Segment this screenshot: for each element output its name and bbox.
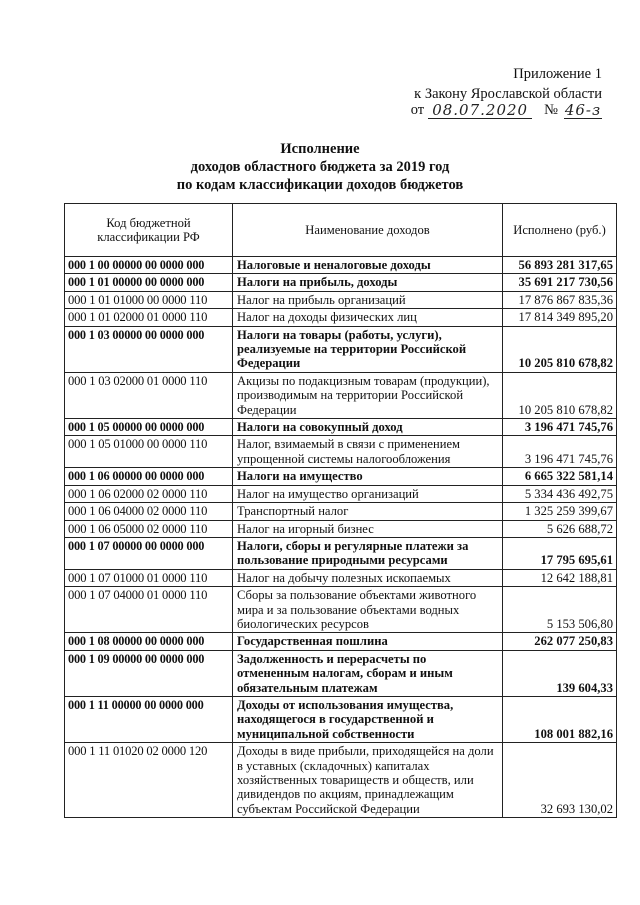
amount-cell: 6 665 322 581,14 bbox=[503, 468, 617, 485]
code-cell: 000 1 01 00000 00 0000 000 bbox=[65, 274, 233, 291]
code-cell: 000 1 00 00000 00 0000 000 bbox=[65, 257, 233, 274]
amount-cell: 56 893 281 317,65 bbox=[503, 257, 617, 274]
table-row bbox=[65, 419, 617, 436]
annex-law-reference: к Закону Ярославской области bbox=[414, 86, 602, 102]
annex-header bbox=[414, 64, 602, 104]
header-code: Код бюджетной классификации РФ bbox=[65, 204, 233, 257]
table-row bbox=[65, 372, 617, 418]
amount-cell: 3 196 471 745,76 bbox=[503, 419, 617, 436]
code-cell: 000 1 05 00000 00 0000 000 bbox=[65, 419, 233, 436]
code-cell: 000 1 03 02000 01 0000 110 bbox=[65, 372, 233, 418]
name-cell: Доходы в виде прибыли, приходящейся на доли в уставных (складочных) капиталах хозяйственных товариществ и обществ, или дивидендов по акциям, принадлежащим субъектам Российской Федерации bbox=[233, 743, 503, 818]
name-cell: Налоги на совокупный доход bbox=[233, 419, 503, 436]
code-cell: 000 1 06 05000 02 0000 110 bbox=[65, 520, 233, 537]
code-cell: 000 1 06 02000 02 0000 110 bbox=[65, 485, 233, 502]
title-line-2: доходов областного бюджета за 2019 год bbox=[190, 159, 450, 175]
code-cell: 000 1 06 00000 00 0000 000 bbox=[65, 468, 233, 485]
document-title bbox=[0, 140, 640, 194]
header-amount: Исполнено (руб.) bbox=[503, 204, 617, 257]
title-line-3: по кодам классификации доходов бюджетов bbox=[176, 177, 464, 193]
amount-cell: 5 626 688,72 bbox=[503, 520, 617, 537]
name-cell: Государственная пошлина bbox=[233, 633, 503, 650]
table-row bbox=[65, 696, 617, 742]
code-cell: 000 1 07 01000 01 0000 110 bbox=[65, 569, 233, 586]
title-line-1: Исполнение bbox=[280, 141, 360, 157]
law-date-number bbox=[411, 102, 602, 119]
code-cell: 000 1 01 02000 01 0000 110 bbox=[65, 309, 233, 326]
table-row bbox=[65, 503, 617, 520]
code-cell: 000 1 05 01000 00 0000 110 bbox=[65, 436, 233, 468]
name-cell: Налог на игорный бизнес bbox=[233, 520, 503, 537]
amount-cell: 17 795 695,61 bbox=[503, 537, 617, 569]
amount-cell: 262 077 250,83 bbox=[503, 633, 617, 650]
code-cell: 000 1 06 04000 02 0000 110 bbox=[65, 503, 233, 520]
amount-cell: 139 604,33 bbox=[503, 650, 617, 696]
name-cell: Сборы за пользование объектами животного мира и за пользование объектами водных биологических ресурсов bbox=[233, 587, 503, 633]
table-row bbox=[65, 309, 617, 326]
name-cell: Задолженность и перерасчеты по отмененным налогам, сборам и иным обязательным платежам bbox=[233, 650, 503, 696]
header-name: Наименование доходов bbox=[233, 204, 503, 257]
handwritten-number: 46-з bbox=[564, 101, 602, 119]
amount-cell: 10 205 810 678,82 bbox=[503, 372, 617, 418]
name-cell: Налоги на прибыль, доходы bbox=[233, 274, 503, 291]
table-row bbox=[65, 291, 617, 308]
table-row bbox=[65, 633, 617, 650]
amount-cell: 32 693 130,02 bbox=[503, 743, 617, 818]
code-cell: 000 1 08 00000 00 0000 000 bbox=[65, 633, 233, 650]
name-cell: Налоги, сборы и регулярные платежи за пользование природными ресурсами bbox=[233, 537, 503, 569]
table-row bbox=[65, 743, 617, 818]
table-row bbox=[65, 326, 617, 372]
amount-cell: 5 153 506,80 bbox=[503, 587, 617, 633]
amount-cell: 12 642 188,81 bbox=[503, 569, 617, 586]
name-cell: Доходы от использования имущества, находящегося в государственной и муниципальной собственности bbox=[233, 696, 503, 742]
annex-number: Приложение 1 bbox=[513, 66, 602, 82]
table-row bbox=[65, 537, 617, 569]
revenue-table bbox=[64, 203, 617, 818]
name-cell: Налог на доходы физических лиц bbox=[233, 309, 503, 326]
table-row bbox=[65, 650, 617, 696]
name-cell: Акцизы по подакцизным товарам (продукции), производимым на территории Российской Федерации bbox=[233, 372, 503, 418]
table-row bbox=[65, 468, 617, 485]
table-row bbox=[65, 485, 617, 502]
table-row bbox=[65, 257, 617, 274]
table-row bbox=[65, 436, 617, 468]
table-row bbox=[65, 520, 617, 537]
name-cell: Налоги на товары (работы, услуги), реализуемые на территории Российской Федерации bbox=[233, 326, 503, 372]
amount-cell: 35 691 217 730,56 bbox=[503, 274, 617, 291]
table-row bbox=[65, 274, 617, 291]
code-cell: 000 1 03 00000 00 0000 000 bbox=[65, 326, 233, 372]
handwritten-date: 08.07.2020 bbox=[428, 102, 532, 119]
amount-cell: 17 876 867 835,36 bbox=[503, 291, 617, 308]
table-header-row bbox=[65, 204, 617, 257]
name-cell: Налоговые и неналоговые доходы bbox=[233, 257, 503, 274]
code-cell: 000 1 01 01000 00 0000 110 bbox=[65, 291, 233, 308]
from-label: от bbox=[410, 102, 425, 118]
amount-cell: 5 334 436 492,75 bbox=[503, 485, 617, 502]
amount-cell: 17 814 349 895,20 bbox=[503, 309, 617, 326]
name-cell: Налоги на имущество bbox=[233, 468, 503, 485]
amount-cell: 1 325 259 399,67 bbox=[503, 503, 617, 520]
code-cell: 000 1 11 00000 00 0000 000 bbox=[65, 696, 233, 742]
name-cell: Налог на имущество организаций bbox=[233, 485, 503, 502]
code-cell: 000 1 11 01020 02 0000 120 bbox=[65, 743, 233, 818]
amount-cell: 108 001 882,16 bbox=[503, 696, 617, 742]
code-cell: 000 1 07 00000 00 0000 000 bbox=[65, 537, 233, 569]
name-cell: Налог, взимаемый в связи с применением упрощенной системы налогообложения bbox=[233, 436, 503, 468]
code-cell: 000 1 07 04000 01 0000 110 bbox=[65, 587, 233, 633]
amount-cell: 3 196 471 745,76 bbox=[503, 436, 617, 468]
amount-cell: 10 205 810 678,82 bbox=[503, 326, 617, 372]
name-cell: Налог на прибыль организаций bbox=[233, 291, 503, 308]
name-cell: Налог на добычу полезных ископаемых bbox=[233, 569, 503, 586]
name-cell: Транспортный налог bbox=[233, 503, 503, 520]
number-label: № bbox=[544, 102, 558, 118]
table-row bbox=[65, 569, 617, 586]
code-cell: 000 1 09 00000 00 0000 000 bbox=[65, 650, 233, 696]
table-row bbox=[65, 587, 617, 633]
